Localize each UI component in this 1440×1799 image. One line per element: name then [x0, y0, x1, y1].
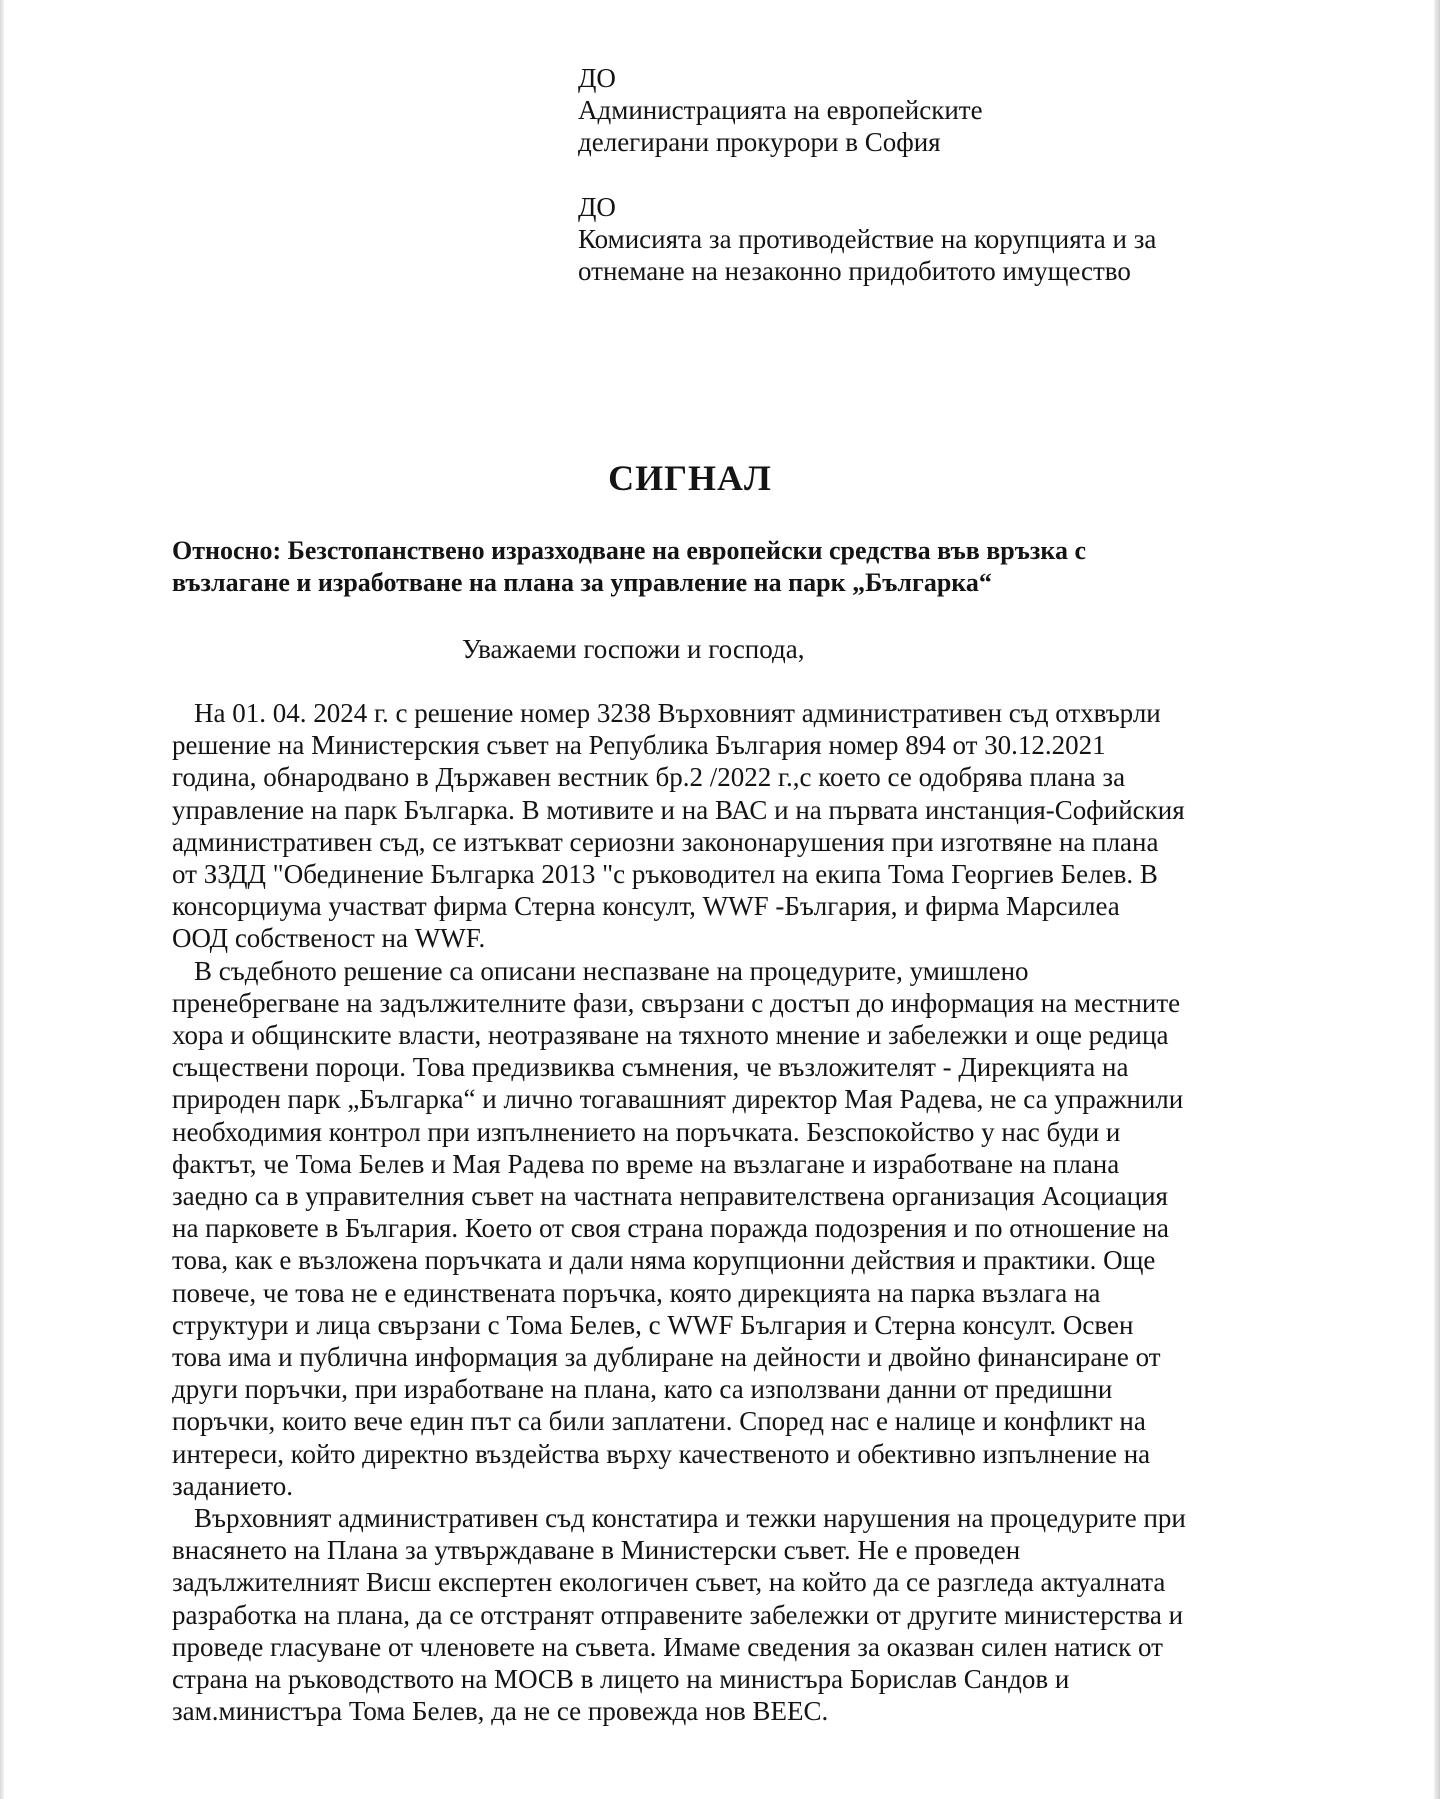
- addressee-line: отнемане на незаконно придобитото имущество: [578, 256, 1131, 286]
- text-line: консорциума участват фирма Стерна консулт, WWF -България, и фирма Марсилеа: [172, 891, 1120, 922]
- text-line: зам.министъра Тома Белев, да не се провежда нов ВЕЕС.: [172, 1696, 829, 1727]
- text-line: В съдебното решение са описани неспазване на процедурите, умишлено: [194, 955, 1029, 986]
- subject-line: Относно: Безстопанствено изразходване на европейски средства във връзка с: [172, 536, 1086, 565]
- text-line: това, как е възложена поръчката и дали няма корупционни действия и практики. Още: [172, 1245, 1156, 1276]
- text-line: решение на Министерския съвет на Република България номер 894 от 30.12.2021: [172, 730, 1106, 761]
- addressee-to: ДО: [578, 192, 616, 222]
- document-title: СИГНАЛ: [608, 458, 772, 498]
- addressee-line: Администрацията на европейските: [578, 95, 983, 125]
- text-line: интереси, който директно въздейства върху качественото и обективно изпълнение на: [172, 1438, 1151, 1469]
- text-line: ООД собственост на WWF.: [172, 923, 486, 954]
- text-line: проведе гласуване от членовете на съвета. Имаме сведения за оказван силен натиск от: [172, 1631, 1163, 1662]
- addressees: [578, 62, 1338, 287]
- paragraph: [172, 955, 1272, 1502]
- text-line: това има и публична информация за дублиране на дейности и двойно финансиране от: [172, 1342, 1161, 1373]
- text-line: фактът, че Тома Белев и Мая Радева по време на възлагане и изработване на плана: [172, 1148, 1120, 1179]
- paragraph: [172, 697, 1272, 955]
- text-line: структури и лица свързани с Тома Белев, с WWF България и Стерна консулт. Освен: [172, 1309, 1134, 1340]
- text-line: хора и общинските власти, неотразяване на тяхното мнение и забележки и още редица: [172, 1020, 1169, 1051]
- text-line: управление на парк Българка. В мотивите и на ВАС и на първата инстанция-Софийския: [172, 794, 1185, 825]
- text-line: внасянето на Плана за утвърждаване в Министерски съвет. Не е проведен: [172, 1535, 1021, 1566]
- text-line: необходимия контрол при изпълнението на поръчката. Безспокойство у нас буди и: [172, 1116, 1121, 1147]
- addressee-block: [578, 191, 1338, 287]
- page-edge-left: [0, 0, 4, 1799]
- text-line: съществени пороци. Това предизвиква съмнения, че възложителят - Дирекцията на: [172, 1052, 1129, 1083]
- text-line: заданието.: [172, 1470, 293, 1501]
- text-line: заедно са в управителния съвет на частната неправителствена организация Асоциация: [172, 1181, 1168, 1212]
- body-text: [172, 697, 1272, 1728]
- text-line: други поръчки, при изработване на плана, като са използвани данни от предишни: [172, 1374, 1113, 1405]
- text-line: повече, че това не е единствената поръчка, която дирекцията на парка възлага на: [172, 1277, 1101, 1308]
- addressee-to: ДО: [578, 63, 616, 93]
- text-line: задължителният Висш експертен екологичен съвет, на който да се разгледа актуалната: [172, 1567, 1166, 1598]
- text-line: на парковете в България. Което от своя страна поражда подозрения и по отношение на: [172, 1213, 1169, 1244]
- text-line: година, обнародвано в Държавен вестник бр.2 /2022 г.,с което се одобрява плана за: [172, 762, 1126, 793]
- text-line: страна на ръководството на МОСВ в лицето на министъра Борислав Сандов и: [172, 1664, 1070, 1695]
- text-line: разработка на плана, да се отстранят отправените забележки от другите министерства и: [172, 1599, 1184, 1630]
- paragraph: [172, 1502, 1272, 1727]
- text-line: природен парк „Българка“ и лично тогавашният директор Мая Радева, не са упражнили: [172, 1084, 1184, 1115]
- subject-line: възлагане и изработване на плана за управление на парк „Българка“: [172, 568, 992, 597]
- text-line: административен съд, се изтъкват сериозни закононарушения при изготвяне на плана: [172, 826, 1159, 857]
- text-line: Върховният административен съд констатира и тежки нарушения на процедурите при: [194, 1503, 1186, 1534]
- text-line: На 01. 04. 2024 г. с решение номер 3238 Върховният административен съд отхвърли: [194, 698, 1161, 728]
- addressee-line: Комисията за противодействие на корупцията и за: [578, 224, 1157, 254]
- text-line: пренебрегване на задължителните фази, свързани с достъп до информация на местните: [172, 987, 1181, 1018]
- salutation: Уважаеми госпожи и господа,: [462, 634, 805, 664]
- text-line: поръчки, които вече един път са били заплатени. Според нас е налице и конфликт на: [172, 1406, 1146, 1437]
- subject: [172, 535, 1272, 599]
- page-edge-right: [1434, 0, 1440, 1799]
- addressee-line: делегирани прокурори в София: [578, 127, 941, 157]
- text-line: от ЗЗДД "Обединение Българка 2013 "с ръководител на екипа Тома Георгиев Белев. В: [172, 859, 1158, 890]
- addressee-block: [578, 62, 1338, 158]
